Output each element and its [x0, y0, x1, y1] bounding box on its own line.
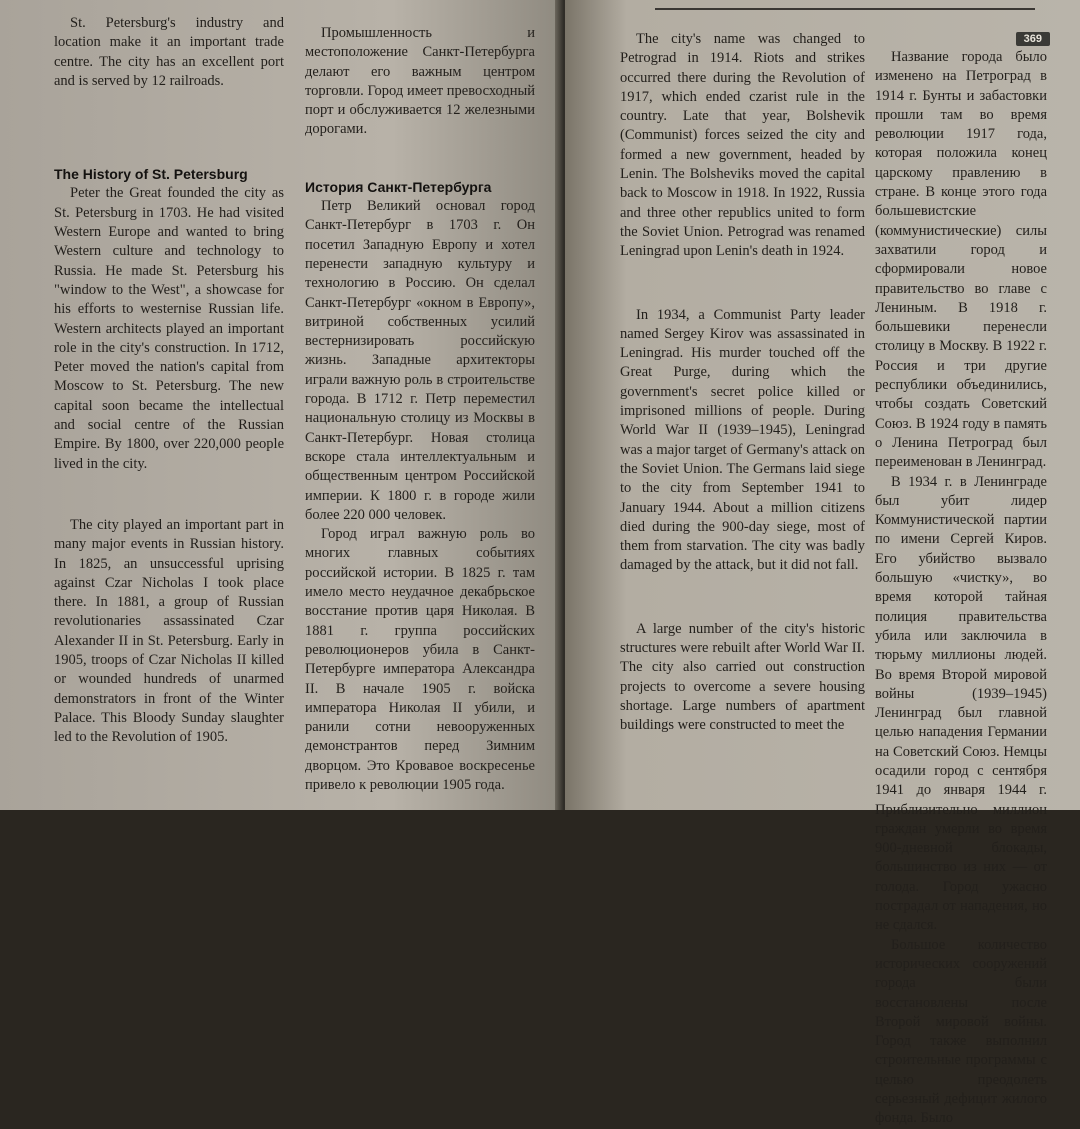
- left-en-column: [54, 14, 284, 748]
- top-rule: [655, 8, 1035, 10]
- left-en-paragraph-3: The city played an important part in many major events in Russian history. In 1825, an unsuccessful uprising against Czar Nicholas I took place there. In 1881, a group of Russian revolutionaries assassinated Czar Alexander II in St. Petersburg. Early in 1905, troops of Czar Nicholas II killed or wounded hundreds of unarmed demonstrators in front of the Winter Palace. This Bloody Sunday slaughter led to the Revolution of 1905.: [54, 516, 284, 746]
- left-ru-heading: История Санкт-Петербурга: [305, 178, 492, 195]
- left-ru-column: [305, 24, 535, 795]
- right-ru-column: [875, 48, 1047, 1129]
- right-en-paragraph-3: A large number of the city's historic structures were rebuilt after World War II. The city also carried out construction projects to overcome a severe housing shortage. Large numbers of apartment buildings were constructed to meet the: [620, 620, 865, 734]
- right-ru-paragraph-2: В 1934 г. в Ленинграде был убит лидер Коммунистической партии по имени Сергей Киров. Его убийство вызвало большую «чистку», во время которой тайная полиция правительства убила или заключила в тюрьму миллионы людей. Во время Второй мировой войны (1939–1945) Ленинград был главной целью нападения Германии на Советский Союз. Немцы осадили город с сентября 1941 до января 1944 г. Приблизительно миллион граждан умерли во время 900-дневной блокады, большинство из них — от голода. Город ужасно пострадал от нападения, но не сдался.: [875, 473, 1047, 934]
- left-en-paragraph-2: Peter the Great founded the city as St. Petersburg in 1703. He had visited Western Europe and wanted to bring Western culture and technology to Russia. He made St. Petersburg his "window to the West", a showcase for his efforts to westernise Russian life. Western architects played an important role in the city's construction. In 1712, Peter moved the nation's capital from Moscow to St. Petersburg. The new capital soon became the intellectual and social centre of the Russian Empire. By 1800, over 220,000 people lived in the city.: [54, 185, 284, 472]
- left-ru-paragraph-2: Петр Великий основал город Санкт-Петербург в 1703 г. Он посетил Западную Европу и хотел перенести западную культуру и технологию в Россию. Он сделал Санкт-Петербург «окном в Европу», витриной собственных усилий вестернизировать российскую жизнь. Западные архитекторы играли важную роль в строительстве города. В 1712 г. Петр переместил национальную столицу из Москвы в Санкт-Петербург. Новая столица вскоре стала интеллектуальным и общественным центром Российской империи. К 1800 г. в городе жили более 220 000 человек.: [305, 198, 535, 523]
- right-en-paragraph-2: In 1934, a Communist Party leader named Sergey Kirov was assassinated in Leningrad. His murder touched off the Great Purge, during which the government's secret police killed or imprisoned millions of people. During World War II (1939–1945), Leningrad was a major target of Germany's attack on the Soviet Union. The Germans laid siege to the city from September 1941 to January 1944. About a million citizens died during the 900-day siege, most of them from starvation. The city was badly damaged by the attack, but it did not fall.: [620, 306, 865, 574]
- left-ru-paragraph-3: Город играл важную роль во многих главных событиях российской истории. В 1825 г. там имело место неудачное декабрьское восстание против царя Николая. В 1881 г. группа российских революционеров убила в Санкт-Петербурге императора Александра II. В начале 1905 г. войска императора Николая II убили, и ранили сотни невооруженных демонстрантов перед Зимним дворцом. Это Кровавое воскресенье привело к революции 1905 года.: [305, 526, 535, 793]
- left-en-paragraph-1: St. Petersburg's industry and location make it an important trade centre. The city has an excellent port and is served by 12 railroads.: [54, 15, 284, 89]
- right-ru-paragraph-3: Большое количество исторических сооружений города были восстановлены после Второй мировой войны. Город также выполнил строительные программы с целью преодолеть серьезный дефицит жилого фонда. Было: [875, 936, 1047, 1127]
- left-ru-paragraph-1: Промышленность и местоположение Санкт-Петербурга делают его важным центром торговли. Город имеет превосходный порт и обслуживается 12 железными дорогами.: [305, 25, 535, 138]
- left-en-heading: The History of St. Petersburg: [54, 166, 248, 183]
- right-page: [565, 0, 1080, 1127]
- right-en-column: [620, 30, 865, 736]
- right-ru-paragraph-1: Название города было изменено на Петроград в 1914 г. Бунты и забастовки прошли там во время революции 1917 года, которая положила конец царскому правлению в стране. В конце этого года большевистские (коммунистические) силы захватили город и сформировали новое правительство во главе с Лениным. В 1918 г. большевики перенесли столицу в Москву. В 1922 г. Россия и три другие республики объединились, чтобы создать Советский Союз. В 1924 году в память о Ленина Петроград был переименован в Ленинград.: [875, 49, 1047, 471]
- right-en-paragraph-1: The city's name was changed to Petrograd in 1914. Riots and strikes occurred there during the Revolution of 1917, which ended czarist rule in the country. Late that year, Bolshevik (Communist) forces seized the city and formed a new government, headed by Lenin. The Bolsheviks moved the capital back to Moscow in 1918. In 1922, Russia and three other republics united to form the Soviet Union. Petrograd was renamed Leningrad upon Lenin's death in 1924.: [620, 31, 865, 260]
- left-page: [0, 0, 560, 810]
- page-number: 369: [1016, 32, 1050, 46]
